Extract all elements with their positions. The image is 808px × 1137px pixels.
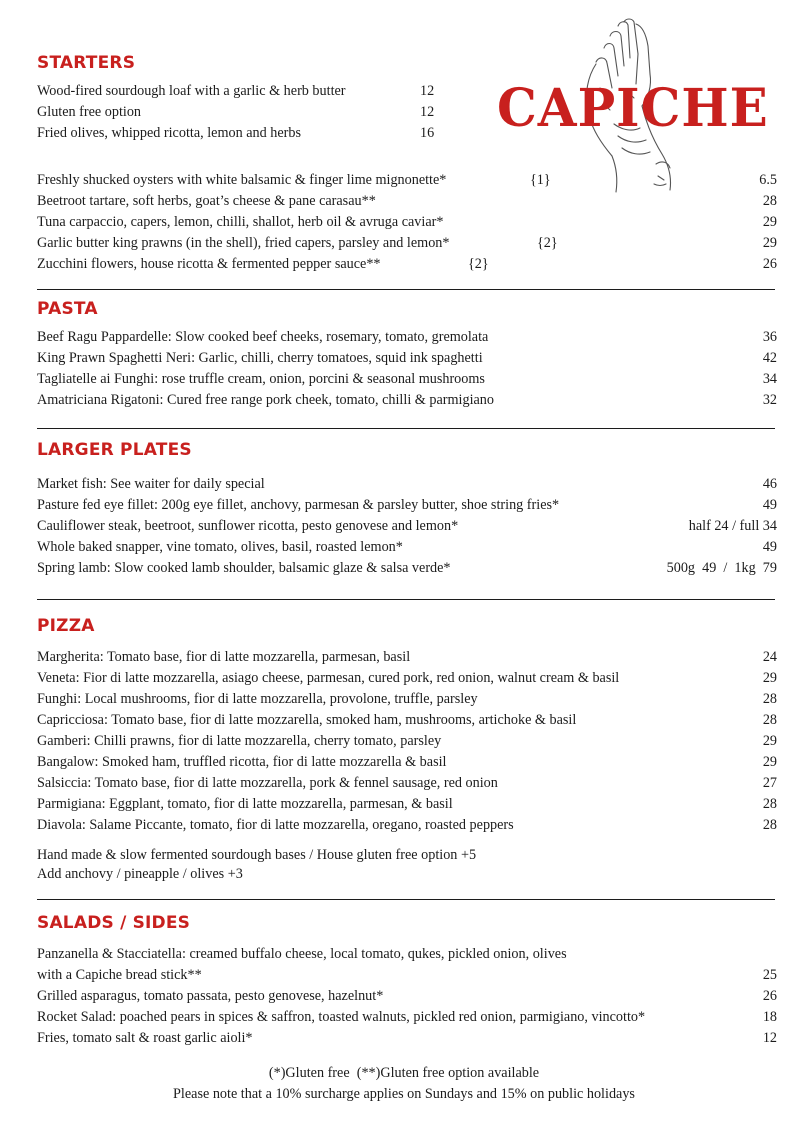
- item-description: Panzanella & Stacciatella: creamed buffalo cheese, local tomato, qukes, pickled onion, olives: [37, 946, 567, 962]
- item-description: Margherita: Tomato base, fior di latte mozzarella, parmesan, basil: [37, 649, 411, 665]
- item-description: Wood-fired sourdough loaf with a garlic & herb butter: [37, 83, 346, 99]
- surcharge-note: Please note that a 10% surcharge applies on Sundays and 15% on public holidays: [173, 1086, 635, 1102]
- item-description: Amatriciana Rigatoni: Cured free range pork cheek, tomato, chilli & parmigiano: [37, 392, 494, 408]
- item-price: 27: [762, 775, 777, 791]
- item-description: Diavola: Salame Piccante, tomato, fior di latte mozzarella, oregano, roasted peppers: [37, 817, 514, 833]
- item-price: 36: [762, 329, 777, 345]
- item-description: Tuna carpaccio, capers, lemon, chilli, shallot, herb oil & avruga caviar*: [37, 214, 444, 230]
- item-price: 29: [762, 214, 777, 230]
- item-tag: {2}: [468, 256, 489, 272]
- section-title-salads-sides: SALADS / SIDES: [37, 913, 191, 933]
- dietary-legend: (*)Gluten free (**)Gluten free option available: [268, 1065, 540, 1081]
- item-price: half 24 / full 34: [688, 518, 777, 534]
- item-price: 28: [762, 691, 777, 707]
- item-description: Bangalow: Smoked ham, truffled ricotta, fior di latte mozzarella & basil: [37, 754, 447, 770]
- item-price: 6.5: [759, 172, 777, 188]
- item-description: Capricciosa: Tomato base, fior di latte mozzarella, smoked ham, mushrooms, artichoke & basil: [37, 712, 577, 728]
- item-price: 29: [762, 670, 777, 686]
- item-description: King Prawn Spaghetti Neri: Garlic, chilli, cherry tomatoes, squid ink spaghetti: [37, 350, 483, 366]
- item-description: Fries, tomato salt & roast garlic aioli*: [37, 1030, 253, 1046]
- item-description: Zucchini flowers, house ricotta & fermented pepper sauce**: [37, 256, 381, 272]
- item-description: Gluten free option: [37, 104, 142, 120]
- pizza-note: Add anchovy / pineapple / olives +3: [37, 866, 243, 882]
- section-divider: [37, 899, 775, 900]
- item-description: Fried olives, whipped ricotta, lemon and herbs: [37, 125, 301, 141]
- item-price: 28: [762, 796, 777, 812]
- item-price: 46: [762, 476, 777, 492]
- section-divider: [37, 428, 775, 429]
- item-description: Parmigiana: Eggplant, tomato, fior di latte mozzarella, parmesan, & basil: [37, 796, 453, 812]
- item-description: Funghi: Local mushrooms, fior di latte mozzarella, provolone, truffle, parsley: [37, 691, 478, 707]
- brand-logo: CAPICHE: [497, 76, 769, 139]
- item-price: 26: [762, 256, 777, 272]
- item-description: Veneta: Fior di latte mozzarella, asiago cheese, parmesan, cured pork, red onion, walnut cream & basil: [37, 670, 620, 686]
- item-description: Gamberi: Chilli prawns, fior di latte mozzarella, cherry tomato, parsley: [37, 733, 442, 749]
- section-divider: [37, 289, 775, 290]
- item-price: 29: [762, 733, 777, 749]
- item-description: Freshly shucked oysters with white balsamic & finger lime mignonette*: [37, 172, 447, 188]
- item-description: Beef Ragu Pappardelle: Slow cooked beef cheeks, rosemary, tomato, gremolata: [37, 329, 489, 345]
- item-description: Whole baked snapper, vine tomato, olives, basil, roasted lemon*: [37, 539, 403, 555]
- section-divider: [37, 599, 775, 600]
- item-price: 12: [762, 1030, 777, 1046]
- item-description: Spring lamb: Slow cooked lamb shoulder, balsamic glaze & salsa verde*: [37, 560, 451, 576]
- section-title-starters: STARTERS: [37, 53, 136, 73]
- item-description: with a Capiche bread stick**: [37, 967, 202, 983]
- item-description: Beetroot tartare, soft herbs, goat’s cheese & pane carasau**: [37, 193, 376, 209]
- item-tag: {1}: [530, 172, 551, 188]
- section-title-pizza: PIZZA: [37, 616, 95, 636]
- item-price: 29: [762, 235, 777, 251]
- item-price: 34: [762, 371, 777, 387]
- item-price: 32: [762, 392, 777, 408]
- item-price: 49: [762, 497, 777, 513]
- section-title-pasta: PASTA: [37, 299, 98, 319]
- item-price: 29: [762, 754, 777, 770]
- item-price: 42: [762, 350, 777, 366]
- item-price: 500g 49 / 1kg 79: [666, 560, 777, 576]
- item-description: Cauliflower steak, beetroot, sunflower ricotta, pesto genovese and lemon*: [37, 518, 459, 534]
- item-description: Market fish: See waiter for daily special: [37, 476, 265, 492]
- item-price: 18: [762, 1009, 777, 1025]
- item-description: Salsiccia: Tomato base, fior di latte mozzarella, pork & fennel sausage, red onion: [37, 775, 498, 791]
- item-price: 49: [762, 539, 777, 555]
- item-price: 28: [762, 817, 777, 833]
- item-description: Tagliatelle ai Funghi: rose truffle cream, onion, porcini & seasonal mushrooms: [37, 371, 485, 387]
- item-price: 26: [762, 988, 777, 1004]
- item-price: 25: [762, 967, 777, 983]
- item-price: 28: [762, 193, 777, 209]
- pizza-note: Hand made & slow fermented sourdough bases / House gluten free option +5: [37, 847, 477, 863]
- item-description: Pasture fed eye fillet: 200g eye fillet, anchovy, parmesan & parsley butter, shoe string fries*: [37, 497, 560, 513]
- section-title-larger-plates: LARGER PLATES: [37, 440, 192, 460]
- item-price: 28: [762, 712, 777, 728]
- item-description: Rocket Salad: poached pears in spices & saffron, toasted walnuts, pickled red onion, parmigiano, vincotto*: [37, 1009, 646, 1025]
- item-tag: {2}: [537, 235, 558, 251]
- item-price: 24: [762, 649, 777, 665]
- item-description: Grilled asparagus, tomato passata, pesto genovese, hazelnut*: [37, 988, 384, 1004]
- item-description: Garlic butter king prawns (in the shell), fried capers, parsley and lemon*: [37, 235, 450, 251]
